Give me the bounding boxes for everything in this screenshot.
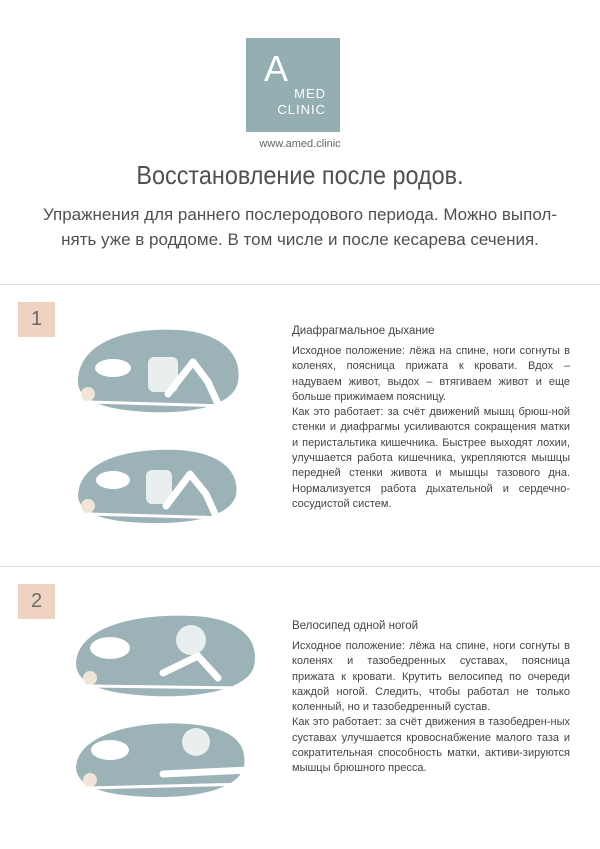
exercise-description	[292, 344, 570, 512]
exercise-2-illustration-straight	[68, 712, 263, 807]
exercise-number-badge: 1	[18, 302, 55, 337]
exercise-how-it-works: Как это работает: за счёт движения в тазобедрен-ных суставах улучшается кровоснабжение малого таза и сократительная способность матки, активи-зируются мышцы брюшного пресса.	[292, 716, 570, 775]
exercise-start-position: Исходное положение: лёжа на спине, ноги согнуты в коленях и тазобедренных суставах, поясница прижата к кровати. Крутить велосипед по очереди каждой ногой. Следить, чтобы работал не только коленный, но и тазобедренный сустав.	[292, 640, 570, 714]
logo-line-clinic: CLINIC	[277, 102, 326, 117]
exercise-start-position: Исходное положение: лёжа на спине, ноги согнуты в коленях, поясница прижата к кровати. Вдох – надуваем живот, выдох – втягиваем живот и еще больше прижимаем поясницу.	[292, 345, 570, 403]
exercise-title: Велосипед одной ногой	[292, 620, 419, 632]
logo-line-med: MED	[294, 86, 326, 101]
exercise-number-badge: 2	[18, 584, 55, 619]
site-url[interactable]: www.amed.clinic	[259, 138, 341, 150]
exercise-description	[292, 639, 570, 777]
section-divider	[0, 566, 600, 567]
page-title: Восстановление после родов.	[136, 160, 464, 190]
page-subtitle: Упражнения для раннего послеродового периода. Можно выпол-нять уже в роддоме. В том числе и после кесарева сечения.	[42, 205, 558, 249]
section-divider	[0, 284, 600, 285]
exercise-1-illustration-exhale	[68, 440, 248, 530]
logo-letter: A	[264, 48, 289, 89]
clinic-logo	[246, 38, 340, 132]
exercise-2-illustration-bent	[68, 608, 263, 703]
exercise-1-illustration-inhale	[68, 322, 248, 422]
exercise-how-it-works: Как это работает: за счёт движений мышц брюш-ной стенки и диафрагмы усиливаются сокращения матки и перистальтика кишечника. Быстрее выходят лохии, улучшается работа кишечника, укрепляются мышцы передней стенки живота и мышцы тазового дна. Нормализуется работа дыхательной и сердечно-сосудистой систем.	[292, 406, 570, 510]
exercise-title: Диафрагмальное дыхание	[292, 325, 435, 337]
